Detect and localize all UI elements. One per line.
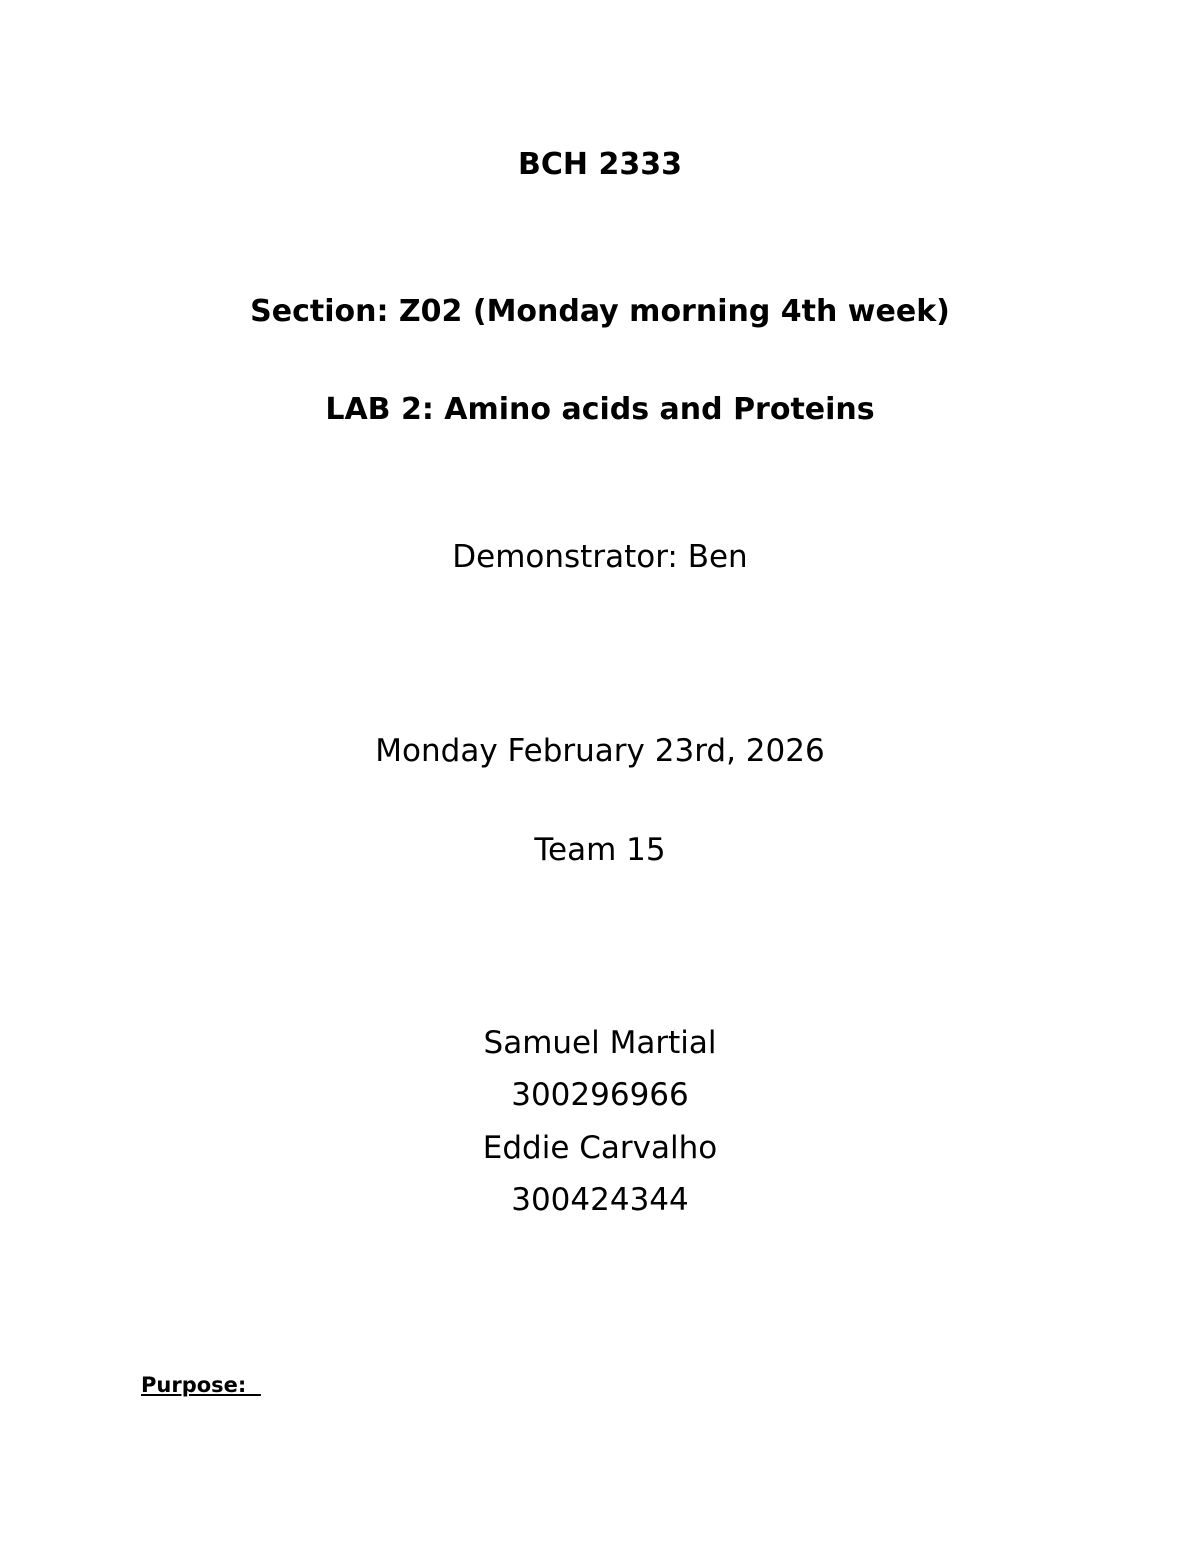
purpose-heading: Purpose: — [141, 1373, 261, 1397]
member-name: Samuel Martial — [483, 1025, 717, 1061]
demonstrator-line: Demonstrator: Ben — [452, 539, 748, 575]
member-name: Eddie Carvalho — [482, 1130, 718, 1166]
member-id: 300296966 — [511, 1077, 689, 1113]
lab-title: LAB 2: Amino acids and Proteins — [325, 392, 875, 427]
section-line: Section: Z02 (Monday morning 4th week) — [250, 294, 950, 329]
date-line: Monday February 23rd, 2026 — [375, 733, 825, 769]
course-code: BCH 2333 — [518, 147, 682, 182]
team-line: Team 15 — [534, 832, 666, 868]
member-id: 300424344 — [511, 1182, 689, 1218]
